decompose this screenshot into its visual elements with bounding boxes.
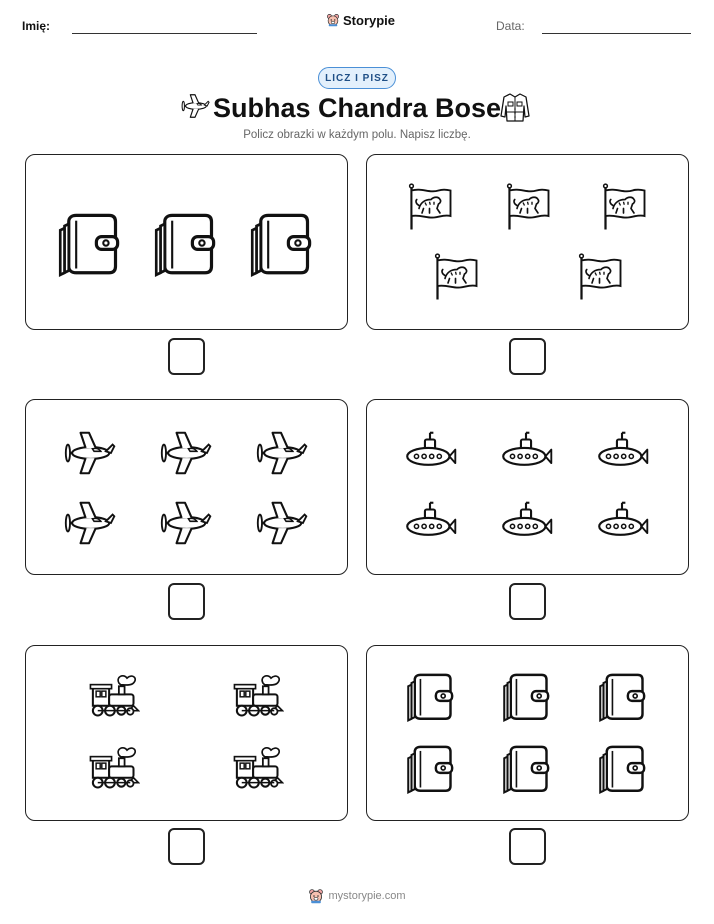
counting-panel-4 bbox=[366, 399, 689, 575]
bear-mascot-icon bbox=[326, 12, 340, 28]
counting-panel-2 bbox=[366, 154, 689, 330]
counting-panel-3 bbox=[25, 399, 348, 575]
instructions: Policz obrazki w każdym polu. Napisz liczbę. bbox=[243, 129, 471, 141]
wallet-icon bbox=[501, 742, 553, 794]
bear-mascot-icon bbox=[308, 887, 324, 905]
name-label: Imię: bbox=[22, 19, 51, 33]
date-label: Data: bbox=[496, 19, 525, 33]
steam-train-icon bbox=[88, 670, 140, 722]
tiger-flag-icon bbox=[601, 183, 649, 231]
submarine-icon bbox=[403, 426, 457, 480]
submarine-icon bbox=[403, 496, 457, 550]
name-line[interactable] bbox=[72, 33, 257, 34]
footer-url[interactable]: mystorypie.com bbox=[328, 890, 406, 902]
airplane-icon bbox=[62, 426, 116, 480]
footer bbox=[0, 887, 714, 905]
activity-badge: LICZ I PISZ bbox=[318, 67, 396, 89]
brand-logo bbox=[326, 12, 395, 28]
steam-train-icon bbox=[88, 742, 140, 794]
tiger-flag-icon bbox=[407, 183, 455, 231]
airplane-icon bbox=[254, 496, 308, 550]
counting-panel-1 bbox=[25, 154, 348, 330]
tiger-flag-icon bbox=[505, 183, 553, 231]
airplane-icon bbox=[158, 426, 212, 480]
submarine-icon bbox=[595, 426, 649, 480]
uniform-jacket-icon bbox=[499, 91, 531, 123]
answer-box-1[interactable] bbox=[168, 338, 205, 375]
airplane-icon bbox=[254, 426, 308, 480]
submarine-icon bbox=[499, 496, 553, 550]
counting-panel-6 bbox=[366, 645, 689, 821]
wallet-icon bbox=[152, 209, 220, 277]
counting-panel-5 bbox=[25, 645, 348, 821]
brand-name: Storypie bbox=[343, 12, 396, 28]
wallet-icon bbox=[405, 670, 457, 722]
tiger-flag-icon bbox=[433, 253, 481, 301]
answer-box-3[interactable] bbox=[168, 583, 205, 620]
wallet-icon bbox=[597, 670, 649, 722]
submarine-icon bbox=[595, 496, 649, 550]
wallet-icon bbox=[248, 209, 316, 277]
airplane-icon bbox=[158, 496, 212, 550]
tiger-flag-icon bbox=[577, 253, 625, 301]
wallet-icon bbox=[405, 742, 457, 794]
answer-box-5[interactable] bbox=[168, 828, 205, 865]
submarine-icon bbox=[499, 426, 553, 480]
answer-box-6[interactable] bbox=[509, 828, 546, 865]
answer-box-2[interactable] bbox=[509, 338, 546, 375]
steam-train-icon bbox=[232, 742, 284, 794]
wallet-icon bbox=[501, 670, 553, 722]
date-line[interactable] bbox=[542, 33, 691, 34]
wallet-icon bbox=[56, 209, 124, 277]
airplane-icon bbox=[62, 496, 116, 550]
wallet-icon bbox=[597, 742, 649, 794]
answer-box-4[interactable] bbox=[509, 583, 546, 620]
steam-train-icon bbox=[232, 670, 284, 722]
page-title: Subhas Chandra Bose bbox=[212, 93, 502, 123]
